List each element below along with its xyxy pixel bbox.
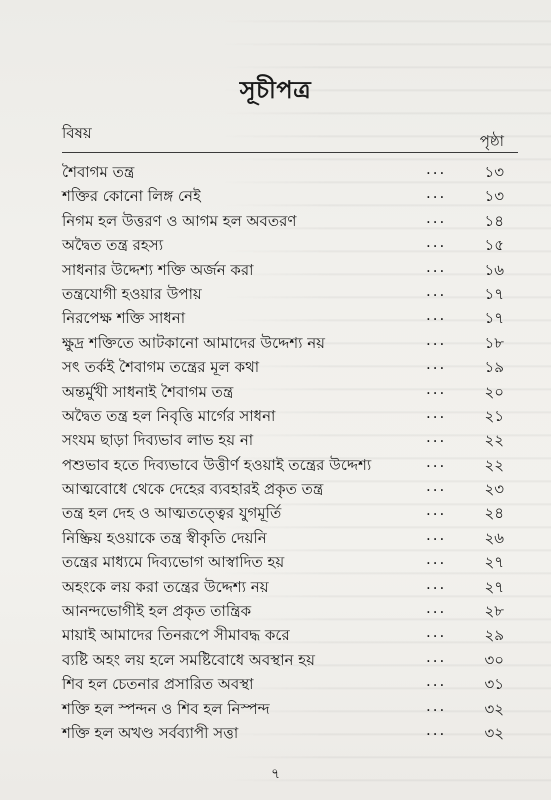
toc-entry-leader: ... xyxy=(426,257,447,276)
toc-entry-page: ২৩ xyxy=(484,480,504,499)
toc-entry-page: ১৭ xyxy=(484,284,504,303)
toc-entry-title: সৎ তর্কই শৈবাগম তন্ত্রের মূল কথা xyxy=(62,358,260,377)
toc-entry-leader: ... xyxy=(426,233,447,252)
toc-entry-page: ৩০ xyxy=(484,650,504,669)
toc-entry-page: ২১ xyxy=(484,406,504,425)
toc-entry-title: তন্ত্র হল দেহ ও আত্মতত্ত্বের যুগমূর্তি xyxy=(62,504,282,523)
page-heading: পৃষ্ঠা xyxy=(479,132,504,150)
toc-entry-title: পশুভাব হতে দিব্যভাবে উত্তীর্ণ হওয়াই তন্ত্রের উদ্দেশ্য xyxy=(62,455,372,474)
toc-entry-page: ২৯ xyxy=(484,626,504,645)
toc-entry-leader: ... xyxy=(426,477,447,496)
toc-entry-page: ১৮ xyxy=(484,333,504,352)
toc-entry-title: শক্তি হল অখণ্ড সর্বব্যাপী সত্তা xyxy=(62,723,239,742)
toc-entry-page: ১৭ xyxy=(484,309,504,328)
toc-entry-leader: ... xyxy=(426,647,447,666)
toc-entry-page: ২২ xyxy=(484,431,504,450)
toc-entry-title: নিগম হল উত্তরণ ও আগম হল অবতরণ xyxy=(62,211,297,230)
toc-entry-leader: ... xyxy=(426,574,447,593)
toc-entry-title: নিরপেক্ষ শক্তি সাধনা xyxy=(62,309,186,328)
toc-entry-page: ২৪ xyxy=(484,504,504,523)
toc-entry-page: ৩২ xyxy=(484,723,504,742)
toc-entry-leader: ... xyxy=(426,379,447,398)
toc-entry-leader: ... xyxy=(426,208,447,227)
toc-entry-page: ২৬ xyxy=(484,528,504,547)
toc-entry-leader: ... xyxy=(426,623,447,642)
toc-entry-leader: ... xyxy=(426,355,447,374)
toc-entry-page: ২২ xyxy=(484,455,504,474)
toc-entry-leader: ... xyxy=(426,403,447,422)
toc-entry-page: ২৭ xyxy=(484,553,504,572)
toc-entry-title: ক্ষুদ্র শক্তিতে আটকানো আমাদের উদ্দেশ্য নয় xyxy=(62,333,325,352)
toc-entry-title: সাধনার উদ্দেশ্য শক্তি অর্জন করা xyxy=(62,260,254,279)
toc-entry-leader: ... xyxy=(426,720,447,739)
toc-entry-page: ৩২ xyxy=(484,699,504,718)
toc-entry-title: অন্তর্মুখী সাধনাই শৈবাগম তন্ত্র xyxy=(62,382,234,401)
heading-rule xyxy=(62,152,518,153)
toc-entry-page: ১৫ xyxy=(484,236,504,255)
toc-entry-title: তন্ত্রযোগী হওয়ার উপায় xyxy=(62,284,202,303)
toc-entry-title: নিষ্ক্রিয় হওয়াকে তন্ত্র স্বীকৃতি দেয়নি xyxy=(62,528,267,547)
toc-entry-title: তন্ত্রের মাধ্যমে দিব্যভোগ আস্বাদিত হয় xyxy=(62,553,285,572)
subject-heading: বিষয় xyxy=(62,124,92,142)
toc-entry-page: ১৪ xyxy=(484,211,504,230)
toc-entry-title: অদ্বৈত তন্ত্র হল নিবৃত্তি মার্গের সাধনা xyxy=(62,406,276,425)
toc-entry-title: শিব হল চেতনার প্রসারিত অবস্থা xyxy=(62,675,254,694)
toc-entry-leader: ... xyxy=(426,672,447,691)
toc-entry-title: আত্মবোধে থেকে দেহের ব্যবহারই প্রকৃত তন্ত্র xyxy=(62,480,324,499)
toc-entry-leader: ... xyxy=(426,525,447,544)
toc-entry-page: ২৭ xyxy=(484,577,504,596)
toc-entry-leader: ... xyxy=(426,330,447,349)
toc-entry-title: শক্তি হল স্পন্দন ও শিব হল নিস্পন্দ xyxy=(62,699,270,718)
toc-entry-leader: ... xyxy=(426,306,447,325)
toc-entry-page: ১৩ xyxy=(484,163,504,181)
toc-entry-leader: ... xyxy=(426,501,447,520)
toc-entry-page: ১৯ xyxy=(484,358,504,377)
toc-entry-leader: ... xyxy=(426,281,447,300)
toc-entry-leader: ... xyxy=(426,452,447,471)
toc-entry-title: অহংকে লয় করা তন্ত্রের উদ্দেশ্য নয় xyxy=(62,577,269,596)
toc-entry-leader: ... xyxy=(426,184,447,203)
page-title: সূচীপত্র xyxy=(239,76,312,104)
toc-entry-page: ৩১ xyxy=(484,675,504,694)
toc-entry-leader: ... xyxy=(426,160,447,178)
toc-entry-title: মায়াই আমাদের তিনরূপে সীমাবদ্ধ করে xyxy=(62,626,290,645)
toc-entry xyxy=(62,721,504,745)
toc-entry-title: শক্তির কোনো লিঙ্গ নেই xyxy=(62,187,201,206)
toc-entry-title: আনন্দভোগীই হল প্রকৃত তান্ত্রিক xyxy=(62,602,252,621)
toc-entry-title: অদ্বৈত তন্ত্র রহস্য xyxy=(62,236,164,255)
toc-entry-page: ১৩ xyxy=(484,187,504,206)
toc-entry-page: ২৮ xyxy=(484,602,504,621)
toc-list xyxy=(62,160,504,745)
toc-entry-title: শৈবাগম তন্ত্র xyxy=(62,163,135,181)
toc-entry-leader: ... xyxy=(426,428,447,447)
toc-entry-title: ব্যষ্টি অহং লয় হলে সমষ্টিবোধে অবস্থান হয় xyxy=(62,650,315,669)
page-number: ৭ xyxy=(270,766,281,782)
toc-entry-page: ১৬ xyxy=(484,260,504,279)
toc-entry-title: সংযম ছাড়া দিব্যভাব লাভ হয় না xyxy=(62,431,254,450)
toc-entry-page: ২০ xyxy=(484,382,504,401)
toc-entry-leader: ... xyxy=(426,550,447,569)
toc-entry-leader: ... xyxy=(426,696,447,715)
toc-entry-leader: ... xyxy=(426,599,447,618)
